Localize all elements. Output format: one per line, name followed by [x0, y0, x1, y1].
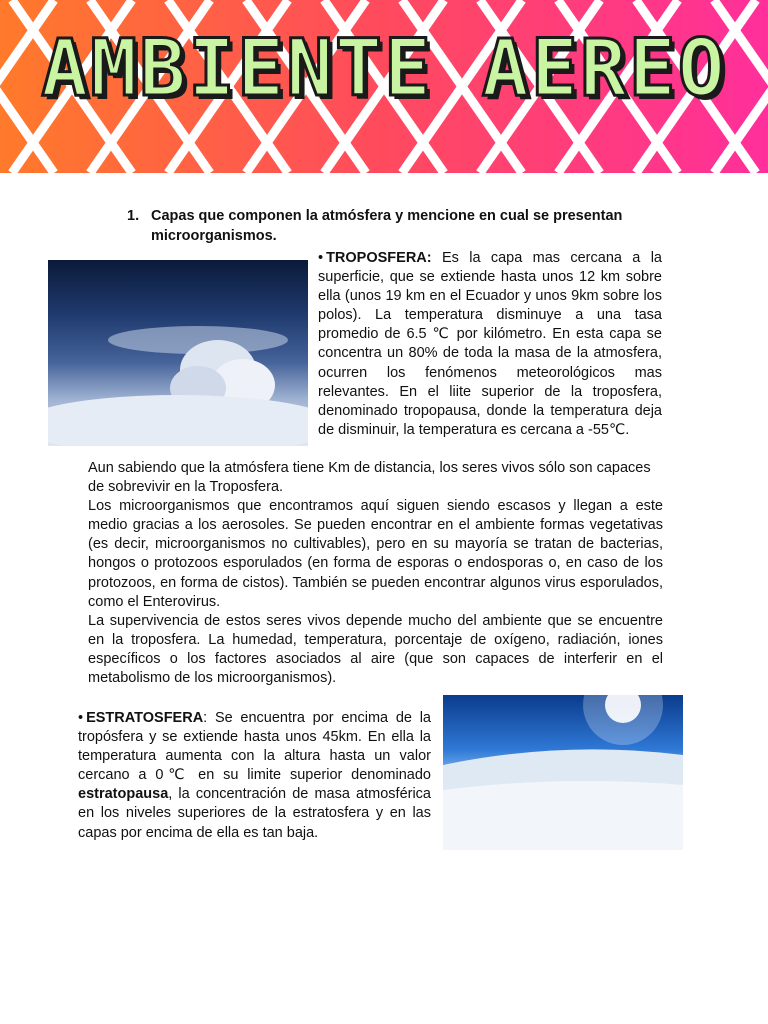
estratosfera-term: ESTRATOSFERA [86, 710, 204, 726]
page-title: AMBIENTE AEREO [41, 24, 727, 114]
paragraph-2: Los microorganismos que encontramos aquí siguen siendo escasos y llegan a este medio gracias a los aerosoles. Se pueden encontrar en el ambiente formas vegetativas (es decir, microorganismos no cultivables), pero en su mayoría se tratan de bacterias, hongos o protozoos esporulados (en forma de esporas o endosporas o, en caso de los protozoos, en forma de cistos). También se pueden encontrar algunos virus esporulados, como el Enterovirus. [88, 498, 663, 610]
question-text: Capas que componen la atmósfera y mencione en cual se presentan microorganismos. [151, 208, 623, 244]
estratopausa-term: estratopausa [78, 786, 169, 803]
paragraph-1: Aun sabiendo que la atmósfera tiene Km de distancia, los seres vivos sólo son capaces de sobrevivir en la Troposfera. [88, 460, 651, 496]
body-paragraphs [88, 459, 663, 688]
earth-horizon-illustration [443, 695, 683, 850]
cloud-illustration [48, 260, 308, 446]
troposfera-section [318, 249, 662, 440]
bullet-icon: • [318, 250, 324, 266]
troposfera-term: TROPOSFERA: [326, 250, 432, 266]
question-item [127, 206, 657, 246]
estratosfera-text-a: : Se encuentra por encima de la tropósfera y se extiende hasta unos 45km. En ella la temperatura aumenta con la altura hasta un valor cercano a 0℃ en su limite superior denominado [78, 710, 431, 784]
paragraph-3: La supervivencia de estos seres vivos depende mucho del ambiente que se encuentre en la troposfera. La humedad, temperatura, porcentaje de oxígeno, radiación, iones específicos o los factores asociados al aire (que son capaces de interferir en el metabolismo de los microorganismos). [88, 612, 663, 687]
bullet-icon: • [78, 710, 84, 726]
estratosfera-section [78, 709, 431, 843]
stratosphere-photo [443, 695, 683, 850]
header-banner [0, 0, 768, 173]
troposfera-text: Es la capa mas cercana a la superficie, que se extiende hasta unos 12 km sobre ella (unos 19 km en el Ecuador y unos 9km sobre los polos). La temperatura disminuye a una tasa promedio de 6.5 ℃ por kilómetro. En esta capa se concentra un 80% de toda la masa de la atmosfera, ocurren los fenómenos meteorológicos mas relevantes. En el liite superior de la troposfera, denominado tropopausa, donde la temperatura deja de disminuir, la temperatura es cercana a -55℃. [318, 250, 662, 438]
question-number: 1. [127, 208, 140, 224]
estratosfera-text-b: , la concentración de masa atmosférica en los niveles superiores de la estratosfera y en las capas por encima de ella es tan baja. [78, 786, 431, 841]
storm-cloud-photo [48, 260, 308, 446]
